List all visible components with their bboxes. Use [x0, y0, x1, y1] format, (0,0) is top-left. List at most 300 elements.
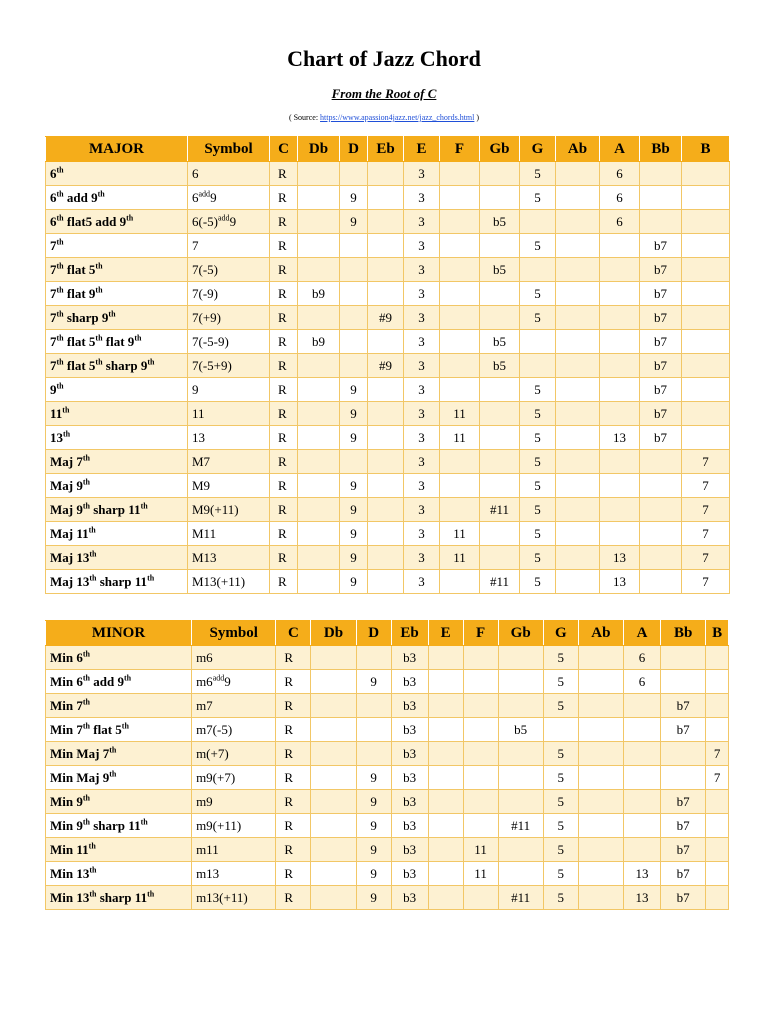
note-cell: 3 [404, 522, 440, 546]
table-row [46, 546, 730, 570]
note-cell: R [270, 450, 298, 474]
note-cell: 11 [440, 522, 480, 546]
major-chord-table [45, 136, 730, 594]
note-cell [578, 646, 623, 670]
note-column-header-db: Db [298, 137, 340, 162]
note-cell [600, 522, 640, 546]
note-cell [298, 402, 340, 426]
chord-name: Min 13th sharp 11th [46, 886, 192, 910]
note-cell: 9 [340, 570, 368, 594]
note-cell [440, 306, 480, 330]
note-column-header-gb: Gb [498, 621, 543, 646]
note-cell: 7 [706, 742, 729, 766]
note-cell [428, 814, 463, 838]
note-cell: 3 [404, 282, 440, 306]
note-cell: 7 [706, 766, 729, 790]
note-cell [578, 718, 623, 742]
note-column-header-d: D [356, 621, 391, 646]
note-cell [578, 694, 623, 718]
note-cell [498, 694, 543, 718]
note-cell: 5 [520, 474, 556, 498]
note-cell [368, 426, 404, 450]
note-cell: 7 [682, 450, 730, 474]
note-cell: R [270, 210, 298, 234]
chord-name: Min 7th [46, 694, 192, 718]
note-cell [600, 498, 640, 522]
note-cell: 3 [404, 162, 440, 186]
note-column-header-f: F [463, 621, 498, 646]
note-cell [440, 162, 480, 186]
note-cell: 5 [520, 378, 556, 402]
chord-symbol: m7 [192, 694, 276, 718]
note-cell [368, 282, 404, 306]
note-cell: R [276, 646, 311, 670]
note-cell [356, 694, 391, 718]
symbol-column-header: Symbol [188, 137, 270, 162]
note-cell: 6 [624, 646, 661, 670]
chord-symbol: 7(+9) [188, 306, 270, 330]
note-cell [624, 766, 661, 790]
table-row [46, 162, 730, 186]
note-cell: 5 [520, 306, 556, 330]
note-cell: 5 [543, 766, 578, 790]
note-cell: b3 [391, 646, 428, 670]
note-cell [556, 162, 600, 186]
note-cell: b7 [640, 282, 682, 306]
note-cell [298, 426, 340, 450]
note-column-header-ab: Ab [578, 621, 623, 646]
note-cell [440, 330, 480, 354]
note-cell [298, 546, 340, 570]
note-column-header-bb: Bb [661, 621, 706, 646]
chord-name: Maj 11th [46, 522, 188, 546]
note-cell: 5 [543, 790, 578, 814]
note-cell: b5 [480, 210, 520, 234]
note-cell [600, 402, 640, 426]
note-cell: R [270, 378, 298, 402]
note-cell: 3 [404, 546, 440, 570]
note-cell [556, 306, 600, 330]
note-cell [311, 766, 356, 790]
chord-symbol: M13(+11) [188, 570, 270, 594]
note-cell [298, 162, 340, 186]
chord-symbol: 7(-5+9) [188, 354, 270, 378]
note-column-header-g: G [520, 137, 556, 162]
note-cell: b7 [661, 814, 706, 838]
note-cell: 7 [682, 570, 730, 594]
note-cell [298, 210, 340, 234]
note-cell [556, 186, 600, 210]
note-cell: 9 [356, 790, 391, 814]
note-cell [428, 694, 463, 718]
note-cell [578, 670, 623, 694]
table-row [46, 258, 730, 282]
note-cell: 3 [404, 330, 440, 354]
note-cell [682, 402, 730, 426]
note-cell: 9 [356, 766, 391, 790]
note-cell: b7 [661, 694, 706, 718]
note-cell: R [270, 546, 298, 570]
note-column-header-f: F [440, 137, 480, 162]
table-row [46, 766, 729, 790]
note-cell [520, 354, 556, 378]
note-cell: #9 [368, 354, 404, 378]
note-cell: 9 [340, 426, 368, 450]
note-cell [640, 498, 682, 522]
note-cell: R [270, 330, 298, 354]
note-cell [556, 426, 600, 450]
note-cell [440, 234, 480, 258]
chord-symbol: M7 [188, 450, 270, 474]
note-cell: 5 [520, 402, 556, 426]
note-cell [600, 450, 640, 474]
table-row [46, 210, 730, 234]
note-cell: 3 [404, 378, 440, 402]
note-cell [368, 546, 404, 570]
source-prefix: ( Source: [288, 113, 321, 122]
minor-header-row [46, 621, 729, 646]
note-cell: 7 [682, 498, 730, 522]
note-cell [463, 742, 498, 766]
table-row [46, 234, 730, 258]
note-cell: 3 [404, 450, 440, 474]
chord-name: 7th [46, 234, 188, 258]
table-row [46, 886, 729, 910]
note-column-header-d: D [340, 137, 368, 162]
note-cell: #11 [498, 814, 543, 838]
note-cell [340, 258, 368, 282]
page-title: Chart of Jazz Chord [287, 46, 481, 71]
note-cell [440, 282, 480, 306]
note-column-header-bb: Bb [640, 137, 682, 162]
note-cell [340, 354, 368, 378]
note-cell: 5 [543, 694, 578, 718]
note-cell [498, 766, 543, 790]
note-cell [298, 498, 340, 522]
note-cell [480, 378, 520, 402]
note-cell [311, 838, 356, 862]
note-cell: b5 [480, 354, 520, 378]
note-cell: #11 [498, 886, 543, 910]
table-row [46, 742, 729, 766]
note-cell [480, 426, 520, 450]
note-cell [556, 210, 600, 234]
note-cell: 9 [340, 546, 368, 570]
note-cell: b7 [661, 862, 706, 886]
table-row [46, 790, 729, 814]
note-cell: R [276, 862, 311, 886]
note-cell: 5 [520, 234, 556, 258]
chord-name: 6th [46, 162, 188, 186]
note-cell: 5 [543, 838, 578, 862]
note-column-header-e: E [404, 137, 440, 162]
note-cell [440, 498, 480, 522]
note-cell: b7 [640, 258, 682, 282]
note-cell [600, 306, 640, 330]
chord-name: 9th [46, 378, 188, 402]
note-cell: b5 [480, 330, 520, 354]
note-cell: 6 [600, 162, 640, 186]
note-cell [298, 258, 340, 282]
note-cell [428, 862, 463, 886]
note-cell: 5 [543, 646, 578, 670]
note-cell: 3 [404, 258, 440, 282]
note-cell [463, 790, 498, 814]
note-cell [578, 742, 623, 766]
note-cell [480, 186, 520, 210]
note-cell [298, 522, 340, 546]
note-cell [298, 570, 340, 594]
note-cell [556, 234, 600, 258]
note-cell [311, 790, 356, 814]
note-cell [556, 474, 600, 498]
chord-name: Min 11th [46, 838, 192, 862]
note-cell: 3 [404, 474, 440, 498]
note-cell [556, 450, 600, 474]
note-cell: R [270, 258, 298, 282]
note-cell: 7 [682, 522, 730, 546]
minor-column-header: MINOR [46, 621, 192, 646]
note-cell [706, 886, 729, 910]
note-cell [463, 766, 498, 790]
note-cell: 3 [404, 210, 440, 234]
note-column-header-a: A [624, 621, 661, 646]
note-cell: 5 [543, 862, 578, 886]
note-cell: b7 [640, 330, 682, 354]
chord-symbol: m13(+11) [192, 886, 276, 910]
note-cell [578, 862, 623, 886]
note-cell [556, 378, 600, 402]
note-column-header-gb: Gb [480, 137, 520, 162]
note-column-header-e: E [428, 621, 463, 646]
note-cell: R [276, 766, 311, 790]
note-cell [463, 694, 498, 718]
chord-name: Maj 7th [46, 450, 188, 474]
chord-symbol: 11 [188, 402, 270, 426]
note-cell [498, 646, 543, 670]
note-cell [578, 886, 623, 910]
note-cell [498, 742, 543, 766]
note-cell: 9 [340, 186, 368, 210]
note-cell: 5 [520, 546, 556, 570]
note-cell [543, 718, 578, 742]
chord-symbol: m6 [192, 646, 276, 670]
note-cell [600, 282, 640, 306]
major-column-header: MAJOR [46, 137, 188, 162]
note-cell [640, 162, 682, 186]
chord-name: 7th sharp 9th [46, 306, 188, 330]
note-cell [600, 378, 640, 402]
note-cell: b3 [391, 838, 428, 862]
note-cell [706, 838, 729, 862]
note-cell: b7 [661, 718, 706, 742]
note-cell: b3 [391, 790, 428, 814]
chord-name: 6th flat5 add 9th [46, 210, 188, 234]
chord-name: 11th [46, 402, 188, 426]
note-cell [578, 838, 623, 862]
note-cell: R [270, 474, 298, 498]
note-cell: 11 [440, 546, 480, 570]
chord-name: 7th flat 5th [46, 258, 188, 282]
note-cell [706, 862, 729, 886]
note-cell [682, 210, 730, 234]
note-cell [624, 838, 661, 862]
note-cell: #11 [480, 570, 520, 594]
major-table-body [46, 162, 730, 594]
chord-name: Min 6th [46, 646, 192, 670]
note-cell [428, 886, 463, 910]
note-cell [556, 546, 600, 570]
note-cell [520, 258, 556, 282]
note-cell [624, 790, 661, 814]
note-cell [480, 522, 520, 546]
note-cell: 13 [600, 426, 640, 450]
note-cell: R [270, 234, 298, 258]
chord-symbol: m9 [192, 790, 276, 814]
note-cell: b7 [661, 838, 706, 862]
note-cell [428, 718, 463, 742]
table-row [46, 498, 730, 522]
note-cell: 9 [340, 522, 368, 546]
note-cell [480, 234, 520, 258]
chord-name: 6th add 9th [46, 186, 188, 210]
note-cell [661, 646, 706, 670]
note-cell [298, 354, 340, 378]
note-cell [368, 162, 404, 186]
note-cell: 9 [356, 670, 391, 694]
note-column-header-c: C [276, 621, 311, 646]
note-cell: b9 [298, 330, 340, 354]
note-cell: 3 [404, 498, 440, 522]
note-cell [480, 474, 520, 498]
chord-name: 7th flat 5th sharp 9th [46, 354, 188, 378]
note-cell [340, 282, 368, 306]
note-cell: R [270, 306, 298, 330]
note-cell: 6 [624, 670, 661, 694]
note-cell: b3 [391, 670, 428, 694]
note-cell [520, 210, 556, 234]
note-cell [640, 546, 682, 570]
note-cell [661, 670, 706, 694]
note-cell [706, 814, 729, 838]
note-cell: b7 [640, 354, 682, 378]
note-cell [340, 330, 368, 354]
note-cell: 9 [356, 862, 391, 886]
note-cell [578, 766, 623, 790]
note-cell: 3 [404, 186, 440, 210]
table-row [46, 718, 729, 742]
note-cell: b7 [640, 426, 682, 450]
note-cell: 7 [682, 474, 730, 498]
chord-symbol: M9 [188, 474, 270, 498]
chord-name: Maj 9th [46, 474, 188, 498]
note-cell [480, 306, 520, 330]
note-cell [640, 450, 682, 474]
note-cell [682, 426, 730, 450]
note-cell: R [276, 838, 311, 862]
note-cell: R [270, 426, 298, 450]
chord-symbol: $6(-5)^{add}9$ [188, 210, 270, 234]
table-row [46, 426, 730, 450]
note-cell [298, 186, 340, 210]
note-cell: 5 [520, 282, 556, 306]
note-cell [600, 258, 640, 282]
table-row [46, 838, 729, 862]
note-cell [298, 450, 340, 474]
note-cell: 11 [463, 862, 498, 886]
note-cell: b3 [391, 766, 428, 790]
table-row [46, 814, 729, 838]
table-row [46, 450, 730, 474]
note-cell [578, 814, 623, 838]
note-cell: 5 [520, 162, 556, 186]
note-column-header-ab: Ab [556, 137, 600, 162]
note-cell [600, 234, 640, 258]
note-cell [440, 474, 480, 498]
note-cell [556, 258, 600, 282]
note-cell: 9 [340, 474, 368, 498]
note-cell [463, 718, 498, 742]
source-link[interactable]: https://www.apassion4jazz.net/jazz_chords.html [320, 113, 475, 122]
table-row [46, 282, 730, 306]
note-cell: b9 [298, 282, 340, 306]
note-cell [298, 234, 340, 258]
chord-symbol: M11 [188, 522, 270, 546]
note-cell [356, 646, 391, 670]
note-cell [640, 474, 682, 498]
chord-symbol: M13 [188, 546, 270, 570]
chord-symbol: m7(-5) [192, 718, 276, 742]
note-cell: 11 [440, 402, 480, 426]
note-cell [682, 162, 730, 186]
note-column-header-a: A [600, 137, 640, 162]
note-cell: 3 [404, 402, 440, 426]
chord-symbol: m(+7) [192, 742, 276, 766]
note-cell [311, 694, 356, 718]
note-cell: R [276, 790, 311, 814]
note-cell: R [270, 282, 298, 306]
note-cell: R [276, 742, 311, 766]
note-cell [440, 570, 480, 594]
note-cell [440, 210, 480, 234]
note-cell [706, 646, 729, 670]
note-cell: 9 [340, 210, 368, 234]
chord-symbol: 13 [188, 426, 270, 450]
note-cell [340, 162, 368, 186]
note-cell: b7 [640, 402, 682, 426]
note-cell: R [270, 354, 298, 378]
note-cell: 13 [624, 886, 661, 910]
chord-symbol: m11 [192, 838, 276, 862]
note-cell [682, 234, 730, 258]
note-column-header-g: G [543, 621, 578, 646]
chord-symbol: 7(-9) [188, 282, 270, 306]
source-line [0, 113, 768, 122]
chord-name: Min 6th add 9th [46, 670, 192, 694]
note-cell: #11 [480, 498, 520, 522]
note-cell [340, 306, 368, 330]
note-cell: 5 [520, 186, 556, 210]
note-cell [661, 742, 706, 766]
note-cell: 13 [600, 570, 640, 594]
note-cell: 9 [340, 498, 368, 522]
note-cell [556, 522, 600, 546]
note-cell: 5 [543, 742, 578, 766]
table-row [46, 670, 729, 694]
note-cell: 5 [520, 570, 556, 594]
note-cell: 5 [520, 498, 556, 522]
note-cell [600, 354, 640, 378]
